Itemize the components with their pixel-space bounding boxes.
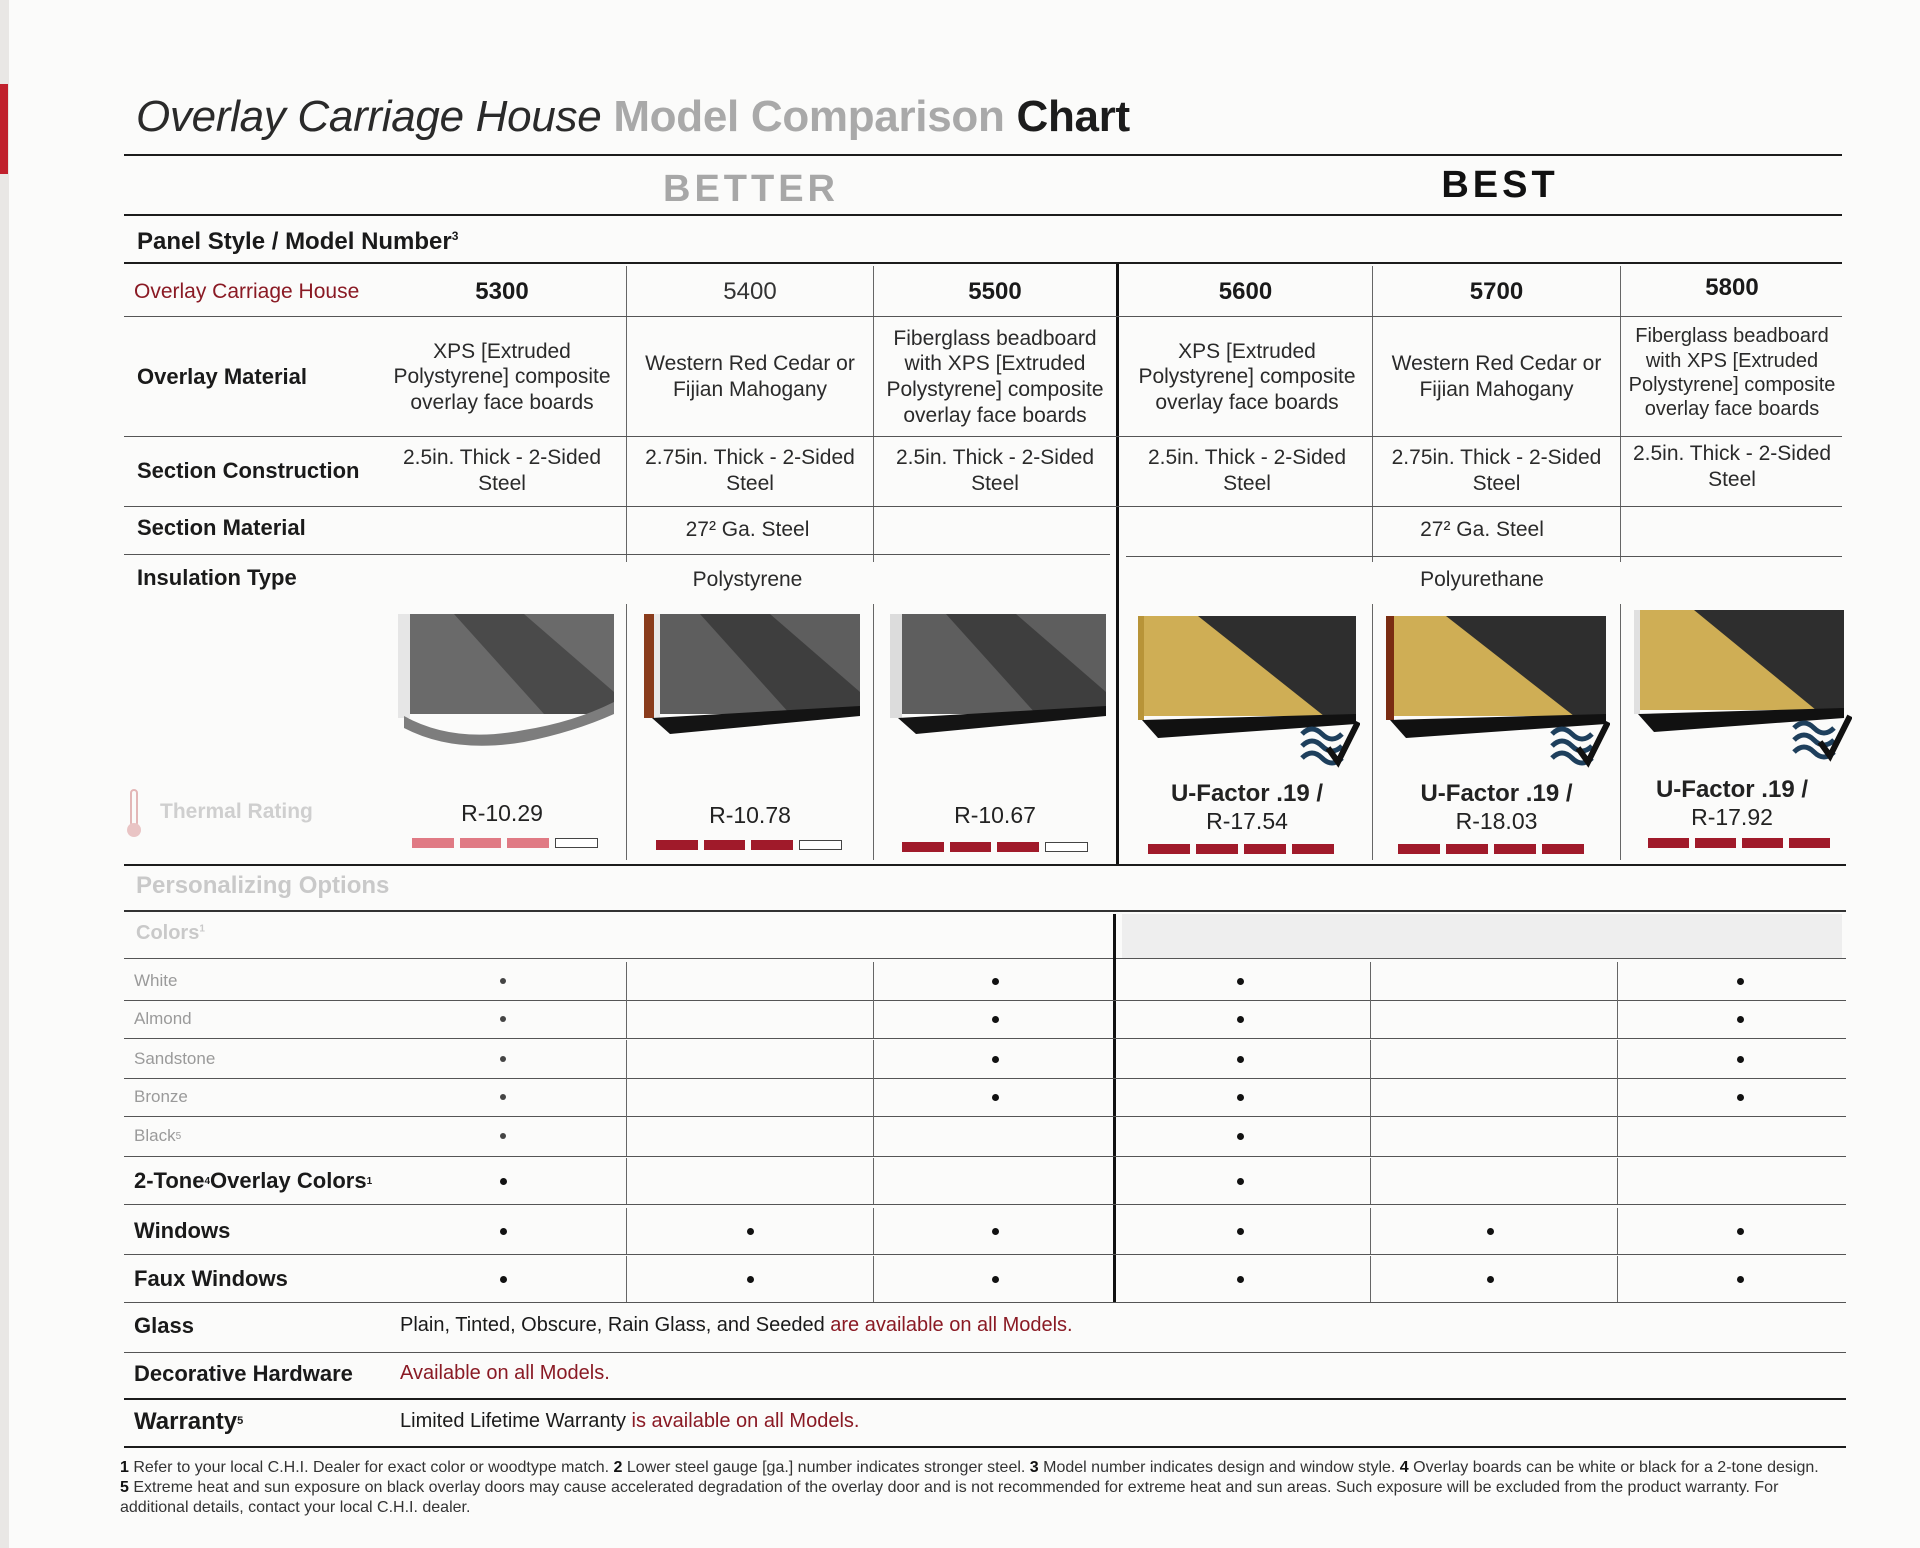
model-5700: 5700 [1469,278,1524,306]
section-construction-5300: 2.5in. Thick - 2-Sided Steel [402,446,602,495]
col-divider [626,962,627,1000]
footnote-5-num: 5 [120,1479,129,1496]
rating-bar-empty [799,840,843,850]
r-value-5800: R-17.92 [1691,804,1773,830]
option-label [134,1000,192,1038]
energy-badge-icon [1548,718,1610,770]
rating-bar-filled [704,840,746,850]
availability-dot [1237,1016,1244,1023]
section-construction-5800: 2.5in. Thick - 2-Sided Steel [1632,442,1832,491]
overlay-material-5600: XPS [Extruded Polystyrene] composite overlay face boards [1138,339,1356,414]
availability-dot [1737,1228,1744,1235]
availability-dot [1237,978,1244,985]
glass-label: Glass [134,1312,194,1338]
title-part-2: Model [613,92,739,141]
availability-dot [1737,978,1744,985]
overlay-material-5700: Western Red Cedar or Fijian Mahogany [1391,352,1602,401]
warranty-sup: 5 [237,1415,244,1428]
availability-dot [1737,1094,1744,1101]
door-section-image-5400 [640,612,864,752]
availability-dot [1237,1228,1244,1235]
option-label-text: Sandstone [134,1049,216,1068]
rating-bars-5700 [1398,844,1584,854]
u-factor-5600: U-Factor .19 / [1170,780,1324,807]
rating-bar-filled [656,840,698,850]
availability-dot [1737,1056,1744,1063]
col-divider [1617,1256,1618,1302]
divider [124,958,1846,959]
footnote-2-num: 2 [613,1459,623,1476]
availability-dot [1237,1133,1244,1140]
model-5800: 5800 [1705,274,1759,302]
divider [124,1000,1846,1001]
rating-bar-filled [997,842,1039,852]
rating-bar-empty [1045,842,1089,852]
rating-bar-filled [412,838,454,848]
col-divider [1617,1078,1618,1116]
col-divider [1370,1208,1371,1254]
rating-bar-empty [555,838,599,848]
option-label [134,1208,230,1254]
section-construction-5500: 2.5in. Thick - 2-Sided Steel [895,446,1095,495]
divider [124,262,1842,264]
rating-bar-filled [1446,844,1488,854]
option-label-text: Bronze [134,1087,188,1106]
col-divider [1370,1078,1371,1116]
col-divider [1370,962,1371,1000]
divider [124,1446,1846,1448]
col-divider [873,1078,874,1116]
col-divider [1617,1116,1618,1156]
footnote-1-text: Refer to your local C.H.I. Dealer for exact color or woodtype match. [128,1459,614,1476]
option-label-text: Almond [134,1009,192,1028]
panel-style-sup: 3 [451,229,459,243]
availability-dot [500,1133,506,1139]
divider [124,1302,1846,1303]
series-name: Overlay Carriage House [134,280,360,304]
footnote-2-text: Lower steel gauge [ga.] number indicates stronger steel. [622,1459,1030,1476]
warranty-text-b: is available on all Models. [626,1410,860,1432]
divider [124,554,1110,555]
hardware-label: Decorative Hardware [134,1360,353,1386]
option-label-text: 2-Tone [134,1168,205,1193]
thermal-5700 [1373,780,1620,835]
col-divider [873,1116,874,1156]
title-part-1: Overlay Carriage House [136,92,602,141]
divider [124,1398,1846,1400]
thermal-5800 [1621,776,1843,831]
col-divider [873,1256,874,1302]
thermal-rating-label: Thermal Rating [160,800,313,823]
availability-dot [1737,1276,1744,1283]
footnote-1-num: 1 [120,1459,129,1476]
rating-bar-filled [902,842,944,852]
option-label-text: Black [134,1126,176,1145]
col-divider [626,1208,627,1254]
rating-bar-filled [1244,844,1286,854]
rating-bars-5300 [412,838,598,848]
rating-bars-5600 [1148,844,1334,854]
page-title [136,92,1130,142]
door-section-image-5300 [394,612,618,752]
col-divider [873,962,874,1000]
r-value-5700: R-18.03 [1455,808,1538,834]
thermal-5500 [874,802,1116,829]
glass-text [400,1314,1073,1337]
door-section-image-5500 [886,612,1110,752]
title-part-3: Comparison [750,92,1005,141]
col-divider [626,1000,627,1038]
option-label-sup-2: 1 [366,1175,373,1187]
availability-dot [992,1016,999,1023]
col-divider [626,1116,627,1156]
divider [124,436,1842,437]
r-value-5400: R-10.78 [709,802,791,828]
availability-dot [992,1228,999,1235]
r-value-5500: R-10.67 [954,802,1036,828]
thermometer-icon [124,788,144,840]
footnote-3-num: 3 [1029,1459,1039,1476]
option-label-text: White [134,971,178,990]
colors-text: Colors [136,922,200,944]
personalizing-label: Personalizing Options [136,872,390,899]
divider [124,1116,1846,1117]
availability-dot [500,1178,507,1185]
glass-text-a: Plain, Tinted, Obscure, Rain Glass, and Seeded [400,1314,825,1336]
col-divider [626,1078,627,1116]
col-divider [1617,1040,1618,1078]
availability-dot [747,1228,754,1235]
footnote-3-text: Model number indicates design and window style. [1038,1459,1400,1476]
availability-dot [500,1094,506,1100]
availability-dot [1487,1228,1494,1235]
section-construction-5700: 2.75in. Thick - 2-Sided Steel [1391,446,1602,495]
footnotes [120,1458,1820,1518]
warranty-text [400,1410,859,1433]
divider [124,910,1846,912]
section-material-best: 27² Ga. Steel [1420,518,1544,542]
r-value-5600: R-17.54 [1206,808,1288,834]
divider [1126,556,1842,557]
tier-better: BETTER [663,168,839,210]
divider [124,154,1842,156]
option-label [134,1158,372,1204]
availability-dot [747,1276,754,1283]
divider [124,864,1846,866]
availability-dot [1737,1016,1744,1023]
availability-dot [500,1056,506,1062]
col-divider [626,1256,627,1302]
panel-style-label [137,228,458,256]
overlay-material-5300: XPS [Extruded Polystyrene] composite overlay face boards [393,339,611,414]
col-divider [1370,1040,1371,1078]
thermal-5600 [1122,780,1372,835]
col-divider [1617,1000,1618,1038]
availability-dot [1487,1276,1494,1283]
divider [124,1204,1846,1205]
footnote-5-text: Extreme heat and sun exposure on black overlay doors may cause accelerated degradation of the overlay door and is not recommended for extreme heat and sun areas. Such exposure will be excluded from the product warranty. For additional details, contact your local C.H.I. dealer. [120,1479,1779,1516]
col-divider [873,1000,874,1038]
best-colors-band [1122,914,1842,958]
divider [124,1156,1846,1157]
overlay-material-5400: Western Red Cedar or Fijian Mahogany [645,352,855,401]
energy-badge-icon [1298,718,1360,770]
availability-dot [500,1016,506,1022]
rating-bars-5800 [1648,838,1830,848]
rating-bar-filled [1292,844,1334,854]
availability-dot [500,978,506,984]
col-divider [1370,1116,1371,1156]
insulation-better: Polystyrene [692,568,803,592]
rating-bar-filled [460,838,502,848]
u-factor-5700: U-Factor .19 / [1420,780,1573,807]
section-construction-5400: 2.75in. Thick - 2-Sided Steel [645,446,855,495]
glass-text-b: are available on all Models. [824,1314,1073,1336]
u-factor-5800: U-Factor .19 / [1655,776,1809,803]
edge-red-tab [0,84,8,174]
col-divider [873,1040,874,1078]
overlay-material-5500: Fiberglass beadboard with XPS [Extruded Polystyrene] composite overlay face boards [886,326,1104,427]
rating-bars-5500 [902,842,1088,852]
rating-bar-filled [1542,844,1584,854]
colors-sup: 1 [199,923,205,935]
panel-style-text: Panel Style / Model Number [137,228,452,255]
option-label [134,1256,288,1302]
availability-dot [992,1276,999,1283]
availability-dot [992,1056,999,1063]
option-label [134,962,177,1000]
rating-bar-filled [1398,844,1440,854]
col-divider [626,1040,627,1078]
section-material-label: Section Material [137,514,306,540]
warranty-text-a: Limited Lifetime Warranty [400,1410,626,1432]
divider [124,1078,1846,1079]
rating-bar-filled [1148,844,1190,854]
col-divider [626,1158,627,1204]
col-divider [1370,1256,1371,1302]
section-construction-5600: 2.5in. Thick - 2-Sided Steel [1147,446,1347,495]
thermal-5400 [627,802,873,829]
availability-dot [1237,1178,1244,1185]
availability-dot [992,978,999,985]
energy-badge-icon [1790,712,1852,764]
col-divider [1370,1158,1371,1204]
overlay-material-label: Overlay Material [137,363,307,389]
section-material-better: 27² Ga. Steel [685,518,810,542]
availability-dot [1237,1094,1244,1101]
title-part-4: Chart [1016,92,1130,141]
col-divider [1370,1000,1371,1038]
availability-dot [500,1228,507,1235]
rating-bar-filled [751,840,793,850]
col-divider [1617,962,1618,1000]
tier-divider [1113,914,1116,1302]
option-label-text-2: Overlay Colors [210,1168,367,1193]
option-label [134,1078,188,1116]
option-label-sup: 5 [175,1130,182,1142]
divider [124,1352,1846,1353]
divider [124,1254,1846,1255]
divider [124,506,1842,507]
option-label-text: Windows [134,1218,231,1243]
overlay-material-5800: Fiberglass beadboard with XPS [Extruded Polystyrene] composite overlay face boards [1628,325,1836,421]
r-value-5300: R-10.29 [461,800,543,826]
rating-bar-filled [950,842,992,852]
rating-bar-filled [1789,838,1830,848]
col-divider [873,1158,874,1204]
rating-bar-filled [1494,844,1536,854]
insulation-best: Polyurethane [1420,568,1544,592]
col-divider [873,1208,874,1254]
availability-dot [1237,1276,1244,1283]
rating-bar-filled [1648,838,1689,848]
option-label-sup: 4 [204,1175,211,1187]
divider [124,214,1842,216]
model-5400: 5400 [723,278,777,306]
col-divider [1617,1208,1618,1254]
warranty-label [134,1402,374,1442]
insulation-type-label: Insulation Type [137,564,297,590]
rating-bar-filled [1196,844,1238,854]
option-label-text: Faux Windows [134,1266,288,1291]
rating-bar-filled [507,838,549,848]
page-edge [0,0,9,1548]
divider [124,316,1842,317]
thermal-5300 [379,800,625,827]
hardware-text: Available on all Models. [400,1362,610,1384]
availability-dot [1237,1056,1244,1063]
model-5600: 5600 [1218,278,1273,306]
rating-bar-filled [1695,838,1736,848]
section-construction-label: Section Construction [137,457,360,483]
option-label [134,1116,181,1156]
availability-dot [500,1276,507,1283]
footnote-4-text: Overlay boards can be white or black for a 2-tone design. [1408,1459,1819,1476]
col-divider [1617,1158,1618,1204]
option-label [134,1040,215,1078]
warranty-text-label: Warranty [134,1408,238,1436]
rating-bar-filled [1742,838,1783,848]
availability-dot [992,1094,999,1101]
model-5500: 5500 [968,278,1022,306]
tier-best: BEST [1441,164,1559,206]
divider [124,1038,1846,1039]
colors-label [136,922,205,945]
tier-divider [1116,264,1119,866]
footnote-4-num: 4 [1399,1459,1409,1476]
rating-bars-5400 [656,840,842,850]
model-5300: 5300 [475,278,529,306]
